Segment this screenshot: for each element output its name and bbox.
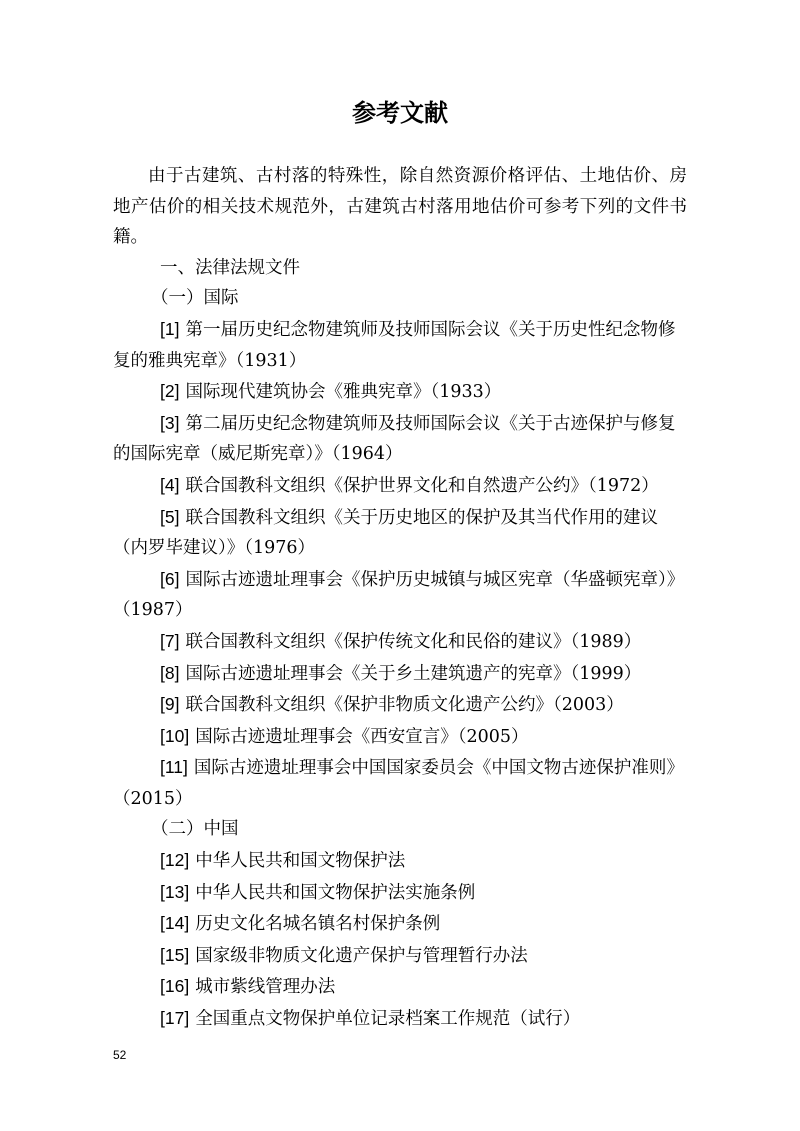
reference-text: 第一届历史纪念物建筑师及技师国际会议《关于历史性纪念物修复的雅典宪章》（1931）	[113, 319, 676, 371]
reference-text: 国际古迹遗址理事会《保护历史城镇与城区宪章（华盛顿宪章）》（1987）	[113, 569, 685, 621]
reference-item	[113, 940, 687, 972]
reference-number: [1]	[160, 318, 180, 339]
reference-text: 国家级非物质文化遗产保护与管理暂行办法	[195, 945, 528, 966]
reference-number: [14]	[160, 913, 190, 934]
reference-item	[113, 845, 687, 877]
reference-item	[113, 502, 687, 564]
reference-text: 国际现代建筑协会《雅典宪章》（1933）	[185, 382, 502, 403]
reference-item	[113, 314, 687, 376]
reference-item	[113, 564, 687, 626]
reference-number: [15]	[160, 944, 190, 965]
reference-item	[113, 626, 687, 658]
document-body	[113, 161, 687, 1035]
reference-item	[113, 689, 687, 721]
reference-item	[113, 721, 687, 753]
page-number: 52	[113, 1048, 127, 1062]
reference-text: 城市紫线管理办法	[195, 977, 336, 998]
reference-number: [16]	[160, 976, 190, 997]
reference-number: [12]	[160, 850, 190, 871]
reference-number: [3]	[160, 412, 180, 433]
reference-item	[113, 877, 687, 909]
reference-number: [17]	[160, 1008, 190, 1029]
reference-number: [5]	[160, 506, 180, 527]
reference-number: [7]	[160, 630, 180, 651]
reference-number: [9]	[160, 694, 180, 715]
reference-text: 第二届历史纪念物建筑师及技师国际会议《关于古迹保护与修复的国际宪章（威尼斯宪章）》（1964）	[113, 413, 676, 465]
section-heading-laws: 一、法律法规文件	[160, 257, 300, 278]
reference-text: 联合国教科文组织《保护世界文化和自然遗产公约》（1972）	[185, 475, 659, 496]
reference-list-international	[113, 314, 687, 815]
reference-list-china	[113, 845, 687, 1035]
reference-item	[113, 971, 687, 1003]
reference-item	[113, 658, 687, 690]
reference-text: 联合国教科文组织《保护传统文化和民俗的建议》（1989）	[185, 631, 642, 652]
reference-number: [4]	[160, 474, 180, 495]
reference-number: [2]	[160, 381, 180, 402]
subsection-heading-international: （一）国际	[151, 288, 239, 309]
reference-text: 历史文化名城名镇名村保护条例	[195, 914, 441, 935]
reference-text: 国际古迹遗址理事会中国国家委员会《中国文物古迹保护准则》（2015）	[113, 758, 684, 809]
reference-text: 联合国教科文组织《保护非物质文化遗产公约》（2003）	[185, 695, 624, 716]
reference-number: [8]	[160, 662, 180, 683]
reference-text: 国际古迹遗址理事会《西安宣言》（2005）	[195, 726, 529, 747]
reference-number: [11]	[160, 757, 188, 778]
reference-number: [13]	[160, 881, 190, 902]
intro-paragraph: 由于古建筑、古村落的特殊性，除自然资源价格评估、土地估价、房地产估价的相关技术规范外，古建筑古村落用地估价可参考下列的文件书籍。	[113, 166, 687, 248]
subsection-heading-china: （二）中国	[151, 819, 239, 840]
reference-text: 中华人民共和国文物保护法实施条例	[195, 882, 476, 903]
reference-item	[113, 376, 687, 408]
reference-text: 全国重点文物保护单位记录档案工作规范（试行）	[195, 1009, 581, 1030]
reference-number: [6]	[160, 568, 180, 589]
reference-number: [10]	[160, 725, 190, 746]
reference-text: 中华人民共和国文物保护法	[195, 851, 406, 872]
reference-item	[113, 908, 687, 940]
reference-text: 联合国教科文组织《关于历史地区的保护及其当代作用的建议（内罗毕建议）》（1976）	[113, 507, 658, 559]
reference-text: 国际古迹遗址理事会《关于乡土建筑遗产的宪章》（1999）	[185, 663, 642, 684]
page-title: 参考文献	[352, 99, 448, 127]
reference-item	[113, 408, 687, 470]
reference-item	[113, 752, 687, 814]
reference-item	[113, 470, 687, 502]
reference-item	[113, 1003, 687, 1035]
